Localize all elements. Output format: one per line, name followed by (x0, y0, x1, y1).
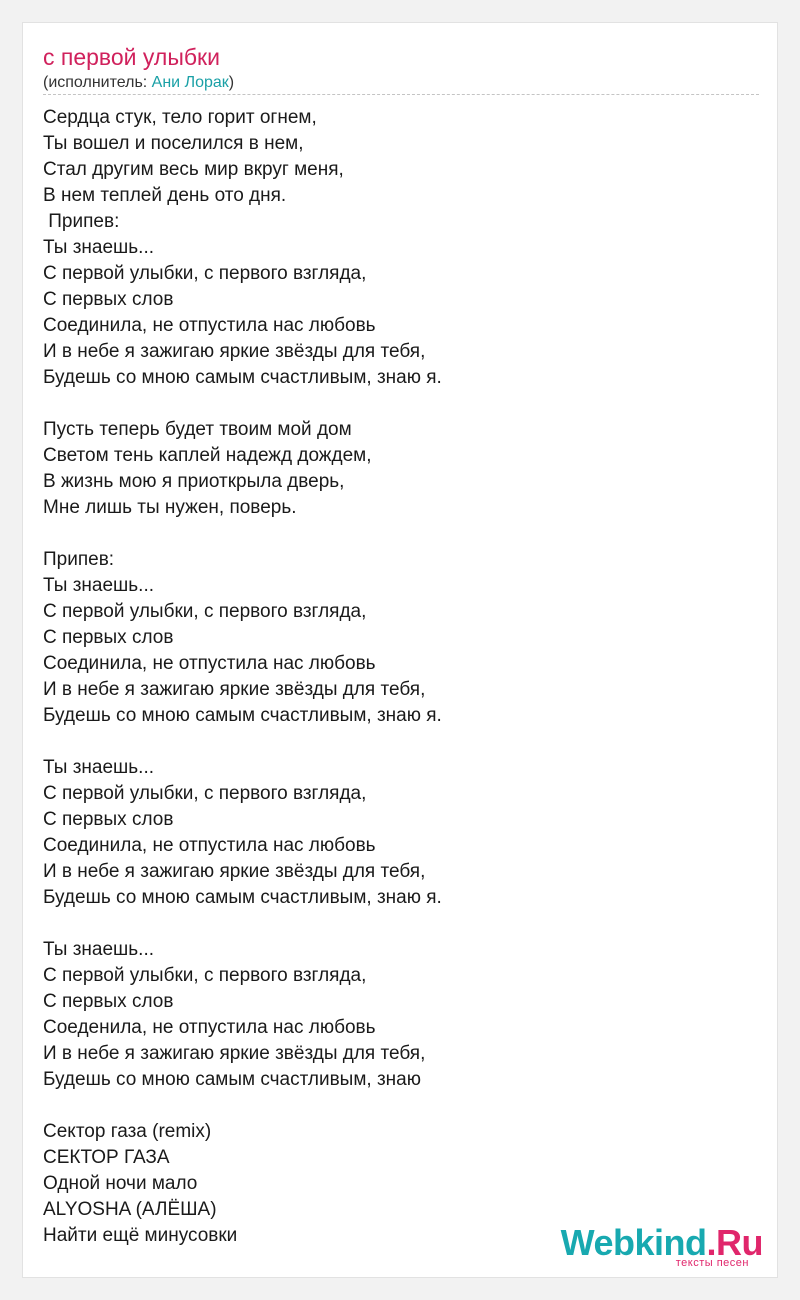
lyric-line: Припев: (43, 211, 120, 232)
lyric-line: Ты вошел и поселился в нем, (43, 133, 304, 154)
lyric-line: И в небе я зажигаю яркие звёзды для тебя, (43, 1043, 426, 1064)
lyric-line: Припев: (43, 549, 115, 570)
lyrics-text (43, 105, 759, 1093)
lyric-line (43, 521, 759, 547)
lyric-line: Будешь со мною самым счастливым, знаю (43, 1069, 421, 1090)
lyric-line: Сердца стук, тело горит огнем, (43, 107, 317, 128)
lyric-line: С первой улыбки, с первого взгляда, (43, 783, 367, 804)
lyric-line: Ты знаешь... (43, 757, 155, 778)
artist-line (43, 73, 234, 93)
lyric-line: Будешь со мною самым счастливым, знаю я. (43, 705, 442, 726)
related-link-odnoy-nochi-malo[interactable]: Одной ночи мало (43, 1173, 198, 1194)
lyric-line: С первой улыбки, с первого взгляда, (43, 965, 367, 986)
lyric-line: Пусть теперь будет твоим мой дом (43, 419, 352, 440)
lyric-line: И в небе я зажигаю яркие звёзды для тебя, (43, 679, 426, 700)
lyric-line: С первой улыбки, с первого взгляда, (43, 263, 367, 284)
lyric-line: Ты знаешь... (43, 939, 155, 960)
logo-subtitle: тексты песен (675, 1257, 749, 1269)
song-title: с первой улыбки (43, 44, 220, 70)
site-logo[interactable] (560, 1222, 769, 1271)
related-link-sektor-gaza-remix[interactable]: Сектор газа (remix) (43, 1121, 212, 1142)
lyric-line: С первых слов (43, 289, 174, 310)
lyric-line: Ты знаешь... (43, 237, 155, 258)
logo-word: Webkind (560, 1222, 707, 1263)
related-link-alyosha[interactable]: ALYOSHA (АЛЁША) (43, 1199, 217, 1220)
lyric-line: С первых слов (43, 627, 174, 648)
lyric-line: Будешь со мною самым счастливым, знаю я. (43, 887, 442, 908)
lyric-line: Соединила, не отпустила нас любовь (43, 835, 376, 856)
lyric-line: И в небе я зажигаю яркие звёзды для тебя, (43, 861, 426, 882)
lyric-line: Ты знаешь... (43, 575, 155, 596)
lyric-line: Мне лишь ты нужен, поверь. (43, 497, 297, 518)
title-divider (43, 94, 759, 95)
artist-link[interactable]: Ани Лорак (151, 74, 229, 91)
artist-suffix: ) (228, 74, 235, 91)
lyric-line (43, 729, 759, 755)
lyric-line (43, 911, 759, 937)
artist-prefix: (исполнитель: (43, 74, 152, 91)
lyric-line: С первых слов (43, 991, 174, 1012)
lyric-line: С первых слов (43, 809, 174, 830)
lyric-line: Светом тень каплей надежд дождем, (43, 445, 372, 466)
lyrics-card (22, 22, 778, 1278)
lyric-line: Соединила, не отпустила нас любовь (43, 653, 376, 674)
lyric-line: В жизнь мою я приоткрыла дверь, (43, 471, 345, 492)
lyric-line: Соеденила, не отпустила нас любовь (43, 1017, 376, 1038)
find-more-backing-tracks-link[interactable]: Найти ещё минусовки (43, 1225, 238, 1246)
lyric-line: И в небе я зажигаю яркие звёзды для тебя, (43, 341, 426, 362)
lyric-line: Соединила, не отпустила нас любовь (43, 315, 376, 336)
lyric-line: Будешь со мною самым счастливым, знаю я. (43, 367, 442, 388)
lyric-line: Стал другим весь мир вкруг меня, (43, 159, 344, 180)
lyric-line: В нем теплей день ото дня. (43, 185, 287, 206)
lyric-line: С первой улыбки, с первого взгляда, (43, 601, 367, 622)
lyric-line (43, 391, 759, 417)
related-link-sektor-gaza[interactable]: СЕКТОР ГАЗА (43, 1147, 170, 1168)
logo-tld: .Ru (706, 1222, 763, 1263)
